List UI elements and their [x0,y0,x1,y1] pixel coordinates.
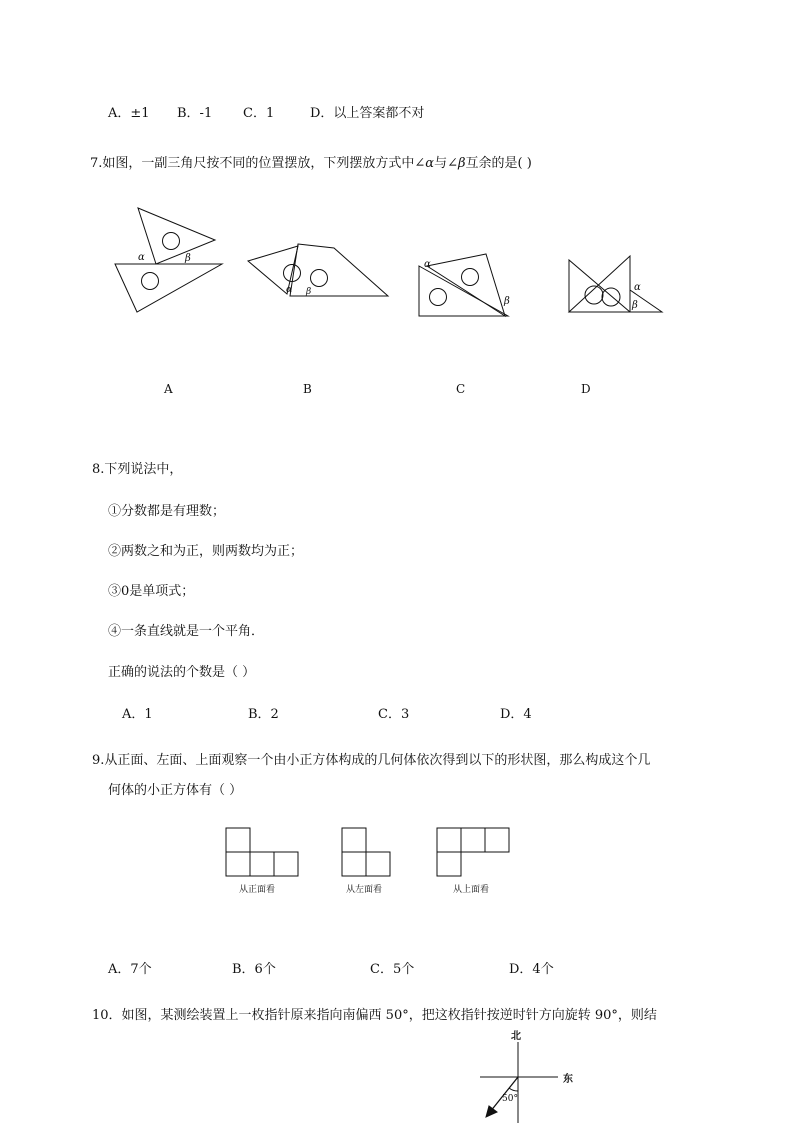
q8-statement-3: ③0是单项式； [108,584,195,599]
q10-angle-label: 50° [502,1094,518,1104]
q10-angle-arc [509,1088,518,1091]
q8-stem: 8.下列说法中， [92,462,183,477]
q7-figure-label-d: D [581,382,591,396]
figure-c-alpha-label: α [424,259,431,270]
q7-angle-alpha: ∠α [414,156,435,171]
q7-figure-d [569,256,662,312]
q7-angle-beta: ∠β [447,156,466,171]
q9-left-view-label: 从左面看 [346,885,383,895]
figure-c-beta-label: β [504,296,510,307]
q8-statement-1: ①分数都是有理数； [108,504,226,519]
q8-option-b: B．2 [248,707,279,722]
q10-stem: 10．如图，某测绘装置上一枚指针原来指向南偏西 50°，把这枚指针按逆时针方向旋转 90°，则结 [92,1008,657,1023]
figure-b-beta-label: β [306,287,312,297]
q7-stem-prefix: 7.如图，一副三角尺按不同的位置摆放，下列摆放方式中 [90,156,415,171]
q9-stem-line2: 何体的小正方体有（ ） [108,783,243,798]
q6-option-b: B．-1 [177,106,213,121]
q7-figure-c [419,254,510,316]
q7-figure-a [115,208,222,312]
q9-left-view [342,828,390,876]
q10-east-label: 东 [563,1074,573,1085]
q9-option-c: C．5个 [370,962,415,977]
q9-option-b: B．6个 [232,962,276,977]
q7-figure-b [248,244,388,297]
q6-option-a: A．±1 [108,106,150,121]
q9-stem-line1: 9.从正面、左面、上面观察一个由小正方体构成的几何体依次得到以下的形状图，那么构成这个几 [92,753,651,768]
q8-option-a: A．1 [122,707,153,722]
q7-figure-label-a: A [164,382,173,396]
q8-question: 正确的说法的个数是（ ） [108,665,256,680]
q10-compass-figure [470,1028,610,1123]
q6-option-d: D．以上答案都不对 [310,106,425,121]
q7-stem-mid: 与 [434,156,448,171]
q7-figures [0,200,794,370]
figure-b-alpha-label: α [286,285,293,295]
q9-front-view [226,828,298,876]
figure-a-beta-label: β [185,253,191,264]
figure-d-beta-label: β [632,300,638,311]
q9-option-a: A．7个 [108,962,152,977]
figure-d-alpha-label: α [634,282,641,293]
q6-option-c: C．1 [243,106,275,121]
q10-needle-arrow-icon [486,1106,497,1117]
q8-statement-2: ②两数之和为正，则两数均为正； [108,544,304,559]
q7-stem [90,152,532,171]
q7-stem-suffix: 互余的是( ) [465,156,532,171]
q8-option-c: C．3 [378,707,410,722]
q8-option-d: D．4 [500,707,532,722]
q9-option-d: D．4个 [509,962,554,977]
q7-figure-label-b: B [303,382,312,396]
q10-north-label: 北 [511,1031,521,1042]
q9-view-figures [0,824,794,884]
q9-top-view [437,828,509,876]
figure-a-alpha-label: α [138,252,145,263]
q7-figure-label-c: C [456,382,466,396]
q9-front-view-label: 从正面看 [239,885,276,895]
q8-statement-4: ④一条直线就是一个平角． [108,624,265,639]
q9-top-view-label: 从上面看 [453,885,490,895]
